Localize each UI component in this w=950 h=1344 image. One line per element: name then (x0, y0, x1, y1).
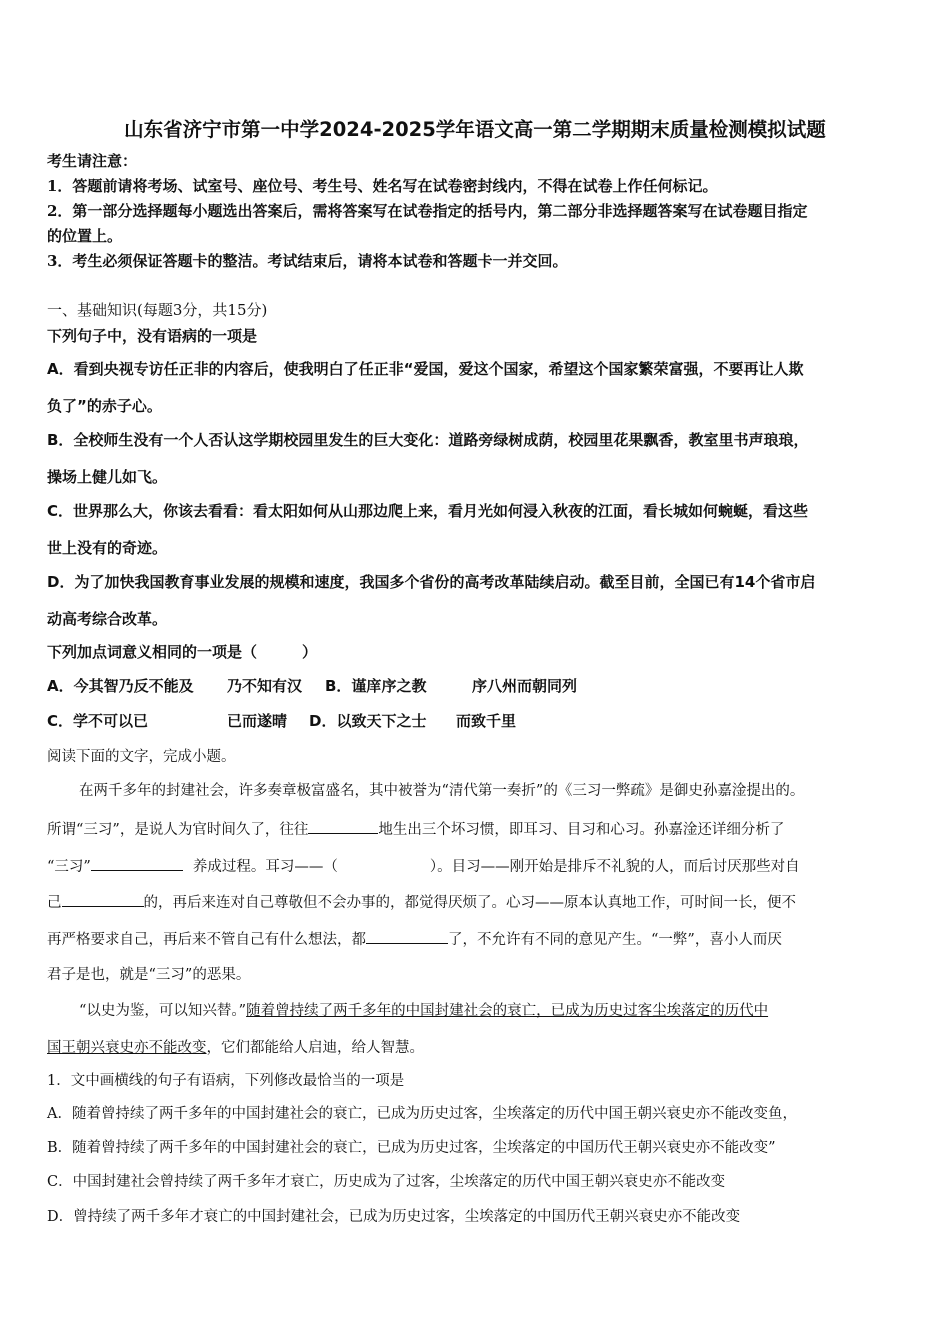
dotted-word: 致 (351, 712, 367, 730)
option-b-line1: B．全校师生没有一个人否认这学期校园里发生的巨大变化：道路旁绿树成荫，校园里花果飘香，教室里书声琅琅， (47, 431, 809, 449)
option-d-second: 而致千里 (456, 712, 517, 730)
dotted-word: 序 (381, 677, 397, 695)
passage-line: “以史为鉴，可以知兴替。”随着曾持续了两千多年的中国封建社会的衰亡，已成为历史过客尘埃落定的历代中 (79, 1003, 769, 1019)
notice-item: 3．考生必须保证答题卡的整洁。考试结束后，请将本试卷和答题卡一并交回。 (47, 252, 568, 270)
option-d: D．以致天下之士 (309, 712, 427, 730)
dotted-word: 致 (471, 712, 487, 730)
option-a: A．随着曾持续了两千多年的中国封建社会的衰亡，已成为历史过客，尘埃落定的历代中国王朝兴衰史亦不能改变鱼， (47, 1106, 797, 1122)
question-stem: 1．文中画横线的句子有语病，下列修改最恰当的一项是 (47, 1073, 405, 1089)
reading-intro: 阅读下面的文字，完成小题。 (47, 749, 236, 765)
notice-item: 的位置上。 (47, 227, 123, 245)
question-stem: 下列加点词意义相同的一项是（ ） (47, 643, 318, 661)
option-c: C．学不可以已 (47, 712, 149, 730)
dotted-word: 已 (227, 712, 243, 730)
option-c-line1: C．世界那么大，你该去看看：看太阳如何从山那边爬上来，看月光如何浸入秋夜的江面，看长城如何蜿蜒，看这些 (47, 502, 809, 520)
option-d-line2: 动高考综合改革。 (47, 610, 168, 628)
option-c-line2: 世上没有的奇迹。 (47, 539, 168, 557)
notice-item: 2．第一部分选择题每小题选出答案后，需将答案写在试卷指定的括号内，第二部分非选择题答案写在试卷题目指定 (47, 202, 808, 220)
question-stem: 下列句子中，没有语病的一项是 (47, 327, 258, 345)
option-d-line1: D．为了加快我国教育事业发展的规模和速度，我国多个省份的高考改革陆续启动。截至目前，全国已有14个省市启 (47, 573, 816, 591)
dotted-word: 序 (472, 677, 488, 695)
option-a-second: 乃不知有汉 (227, 677, 303, 695)
option-c-second: 已而遂晴 (227, 712, 288, 730)
option-a: A．今其智乃反不能及 (47, 677, 194, 695)
passage-line: 君子是也，就是“三习”的恶果。 (47, 967, 251, 983)
passage-line: 所谓“三习”，是说人为官时间久了，往往 地生出三个坏习惯，即耳习、目习和心习。孙嘉淦还详细分析了 (47, 818, 784, 840)
passage-line: 在两千多年的封建社会，许多奏章极富盛名，其中被誉为“清代第一奏折”的《三习一弊疏》是御史孙嘉淦提出的。 (79, 783, 805, 799)
dotted-word: 乃 (118, 677, 134, 695)
option-a-line1: A．看到央视专访任正非的内容后，使我明白了任正非“爱国，爱这个国家，希望这个国家繁荣富强，不要再让人欺 (47, 360, 804, 378)
notice-item: 1．答题前请将考场、试室号、座位号、考生号、姓名写在试卷密封线内，不得在试卷上作任何标记。 (47, 177, 718, 195)
option-b: B．随着曾持续了两千多年的中国封建社会的衰亡，已成为历史过客，尘埃落定的中国历代王朝兴衰史亦不能改变” (47, 1140, 776, 1156)
section-heading: 一、基础知识(每题3分，共15分) (47, 301, 268, 319)
option-b: B．谨庠序之教 (325, 677, 427, 695)
passage-line: “三习” 养成过程。耳习——（ ）。目习——刚开始是排斥不礼貌的人，而后讨厌那些对自 (47, 855, 800, 877)
notice-heading: 考生请注意： (47, 152, 138, 170)
option-b-line2: 操场上健儿如飞。 (47, 468, 168, 486)
passage-line: 己 的，再后来连对自己尊敬但不会办事的，都觉得厌烦了。心习——原本认真地工作，可时间一长，便不 (47, 891, 796, 913)
underlined-sentence: 随着曾持续了两千多年的中国封建社会的衰亡，已成为历史过客尘埃落定的历代中 (246, 1003, 769, 1019)
option-a-line2: 负了”的赤子心。 (47, 397, 162, 415)
underlined-sentence: 国王朝兴衰史亦不能改变 (47, 1040, 207, 1056)
option-b-second: 序八州而朝同列 (472, 677, 578, 695)
passage-line: 国王朝兴衰史亦不能改变，它们都能给人启迪，给人智慧。 (47, 1040, 424, 1056)
dotted-word: 已 (133, 712, 149, 730)
page-title: 山东省济宁市第一中学2024-2025学年语文高一第二学期期末质量检测模拟试题 (124, 118, 826, 141)
passage-line: 再严格要求自己，再后来不管自己有什么想法，都 了，不允许有不同的意见产生。“一弊”，喜小人而厌 (47, 928, 782, 950)
option-d: D．曾持续了两千多年才衰亡的中国封建社会，已成为历史过客，尘埃落定的中国历代王朝兴衰史亦不能改变 (47, 1209, 741, 1225)
option-c: C．中国封建社会曾持续了两千多年才衰亡，历史成为了过客，尘埃落定的历代中国王朝兴衰史亦不能改变 (47, 1174, 726, 1190)
